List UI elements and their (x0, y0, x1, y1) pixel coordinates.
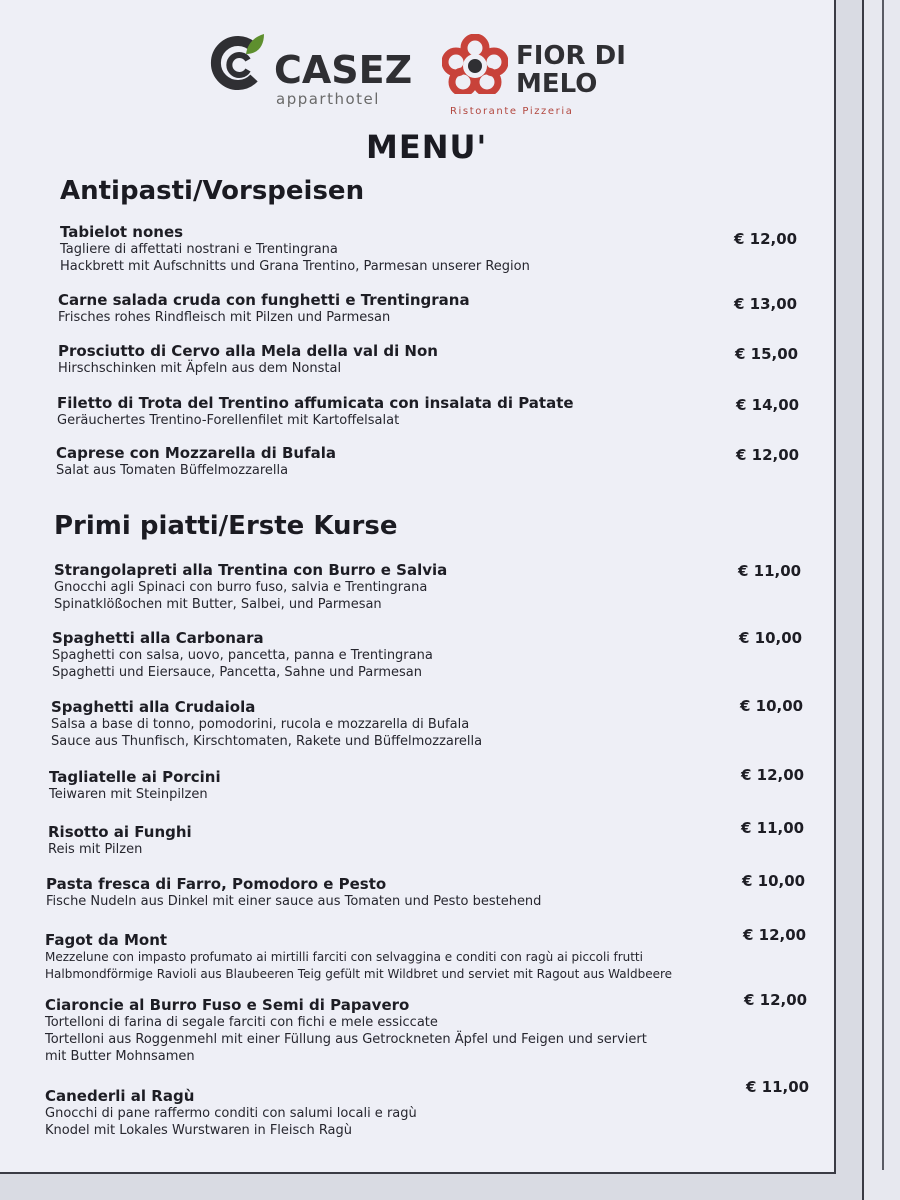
fior-di-melo-subtitle: Ristorante Pizzeria (450, 106, 574, 117)
item-description: Reis mit Pilzen (48, 842, 143, 857)
header (210, 30, 630, 130)
item-price: € 12,00 (744, 991, 808, 1009)
item-description: Gnocchi di pane raffermo conditi con salumi locali e ragù (45, 1106, 417, 1121)
page-border-line (882, 0, 884, 1170)
item-name: Spaghetti alla Crudaiola (51, 698, 256, 716)
menu-item (56, 444, 836, 479)
item-price: € 12,00 (741, 766, 805, 784)
casez-subtitle: apparthotel (276, 90, 380, 108)
fior-di-melo-brand-name: FIOR DI MELO (516, 41, 626, 99)
menu-item (58, 342, 838, 377)
menu-item (49, 768, 829, 803)
item-description: Geräuchertes Trentino-Forellenfilet mit Kartoffelsalat (57, 413, 400, 428)
section-title-primi-piatti: Primi piatti/Erste Kurse (54, 511, 398, 541)
menu-item (52, 629, 832, 681)
item-price: € 11,00 (746, 1078, 810, 1096)
section-title-antipasti: Antipasti/Vorspeisen (60, 176, 365, 206)
menu-item (60, 223, 840, 275)
item-name: Filetto di Trota del Trentino affumicata con insalata di Patate (57, 394, 574, 412)
item-description: Tortelloni aus Roggenmehl mit einer Füllung aus Getrockneten Äpfel und Feigen und serviert (45, 1032, 647, 1047)
item-name: Tabielot nones (60, 223, 184, 241)
item-name: Caprese con Mozzarella di Bufala (56, 444, 336, 462)
item-price: € 12,00 (736, 446, 800, 464)
menu-item (48, 823, 828, 858)
item-name: Fagot da Mont (45, 931, 168, 949)
item-description: Gnocchi agli Spinaci con burro fuso, salvia e Trentingrana (54, 580, 428, 595)
item-name: Prosciutto di Cervo alla Mela della val di Non (58, 342, 438, 360)
item-name: Risotto ai Funghi (48, 823, 192, 841)
menu-item (45, 931, 825, 983)
flower-logo-icon (442, 34, 508, 94)
item-name: Ciaroncie al Burro Fuso e Semi di Papavero (45, 996, 410, 1014)
menu-item (45, 996, 825, 1065)
item-description: mit Butter Mohnsamen (45, 1049, 195, 1064)
item-price: € 10,00 (742, 872, 806, 890)
item-name: Tagliatelle ai Porcini (49, 768, 221, 786)
item-price: € 15,00 (735, 345, 799, 363)
item-price: € 12,00 (734, 230, 798, 248)
item-description: Frisches rohes Rindfleisch mit Pilzen und Parmesan (58, 310, 391, 325)
menu-item (54, 561, 834, 613)
item-name: Spaghetti alla Carbonara (52, 629, 264, 647)
item-description: Teiwaren mit Steinpilzen (49, 787, 208, 802)
item-description: Tortelloni di farina di segale farciti con fichi e mele essiccate (45, 1015, 438, 1030)
menu-item (58, 291, 838, 326)
item-name: Pasta fresca di Farro, Pomodoro e Pesto (46, 875, 387, 893)
casez-brand-name: CASEZ (274, 48, 413, 92)
menu-item (57, 394, 837, 429)
item-description: Spinatklößochen mit Butter, Salbei, und Parmesan (54, 597, 382, 612)
adjacent-page-edge (862, 0, 900, 1200)
item-description: Sauce aus Thunfisch, Kirschtomaten, Rakete und Büffelmozzarella (51, 734, 483, 749)
item-description: Salsa a base di tonno, pomodorini, rucola e mozzarella di Bufala (51, 717, 470, 732)
casez-logo-icon (210, 32, 266, 92)
menu-item (45, 1087, 825, 1139)
item-description: Mezzelune con impasto profumato ai mirtilli farciti con selvaggina e conditi con ragù ai piccoli frutti (45, 950, 643, 964)
item-description: Halbmondförmige Ravioli aus Blaubeeren Teig gefült mit Wildbret und serviet mit Ragout aus Waldbeere (45, 967, 673, 981)
item-price: € 12,00 (743, 926, 807, 944)
menu-item (51, 698, 831, 750)
item-description: Spaghetti con salsa, uovo, pancetta, panna e Trentingrana (52, 648, 433, 663)
menu-item (46, 875, 826, 910)
menu-title: MENU' (366, 128, 488, 166)
item-price: € 14,00 (736, 396, 800, 414)
item-price: € 11,00 (738, 562, 802, 580)
item-price: € 11,00 (741, 819, 805, 837)
item-description: Fische Nudeln aus Dinkel mit einer sauce aus Tomaten und Pesto bestehend (46, 894, 542, 909)
item-name: Carne salada cruda con funghetti e Trentingrana (58, 291, 470, 309)
item-name: Canederli al Ragù (45, 1087, 195, 1105)
item-name: Strangolapreti alla Trentina con Burro e Salvia (54, 561, 448, 579)
item-description: Hirschschinken mit Äpfeln aus dem Nonstal (58, 361, 342, 376)
item-price: € 13,00 (734, 295, 798, 313)
item-description: Tagliere di affettati nostrani e Trentingrana (60, 242, 338, 257)
item-price: € 10,00 (740, 697, 804, 715)
item-description: Hackbrett mit Aufschnitts und Grana Trentino, Parmesan unserer Region (60, 259, 530, 274)
item-description: Knodel mit Lokales Wurstwaren in Fleisch Ragù (45, 1123, 353, 1138)
item-description: Spaghetti und Eiersauce, Pancetta, Sahne und Parmesan (52, 665, 423, 680)
item-price: € 10,00 (739, 629, 803, 647)
item-description: Salat aus Tomaten Büffelmozzarella (56, 463, 289, 478)
